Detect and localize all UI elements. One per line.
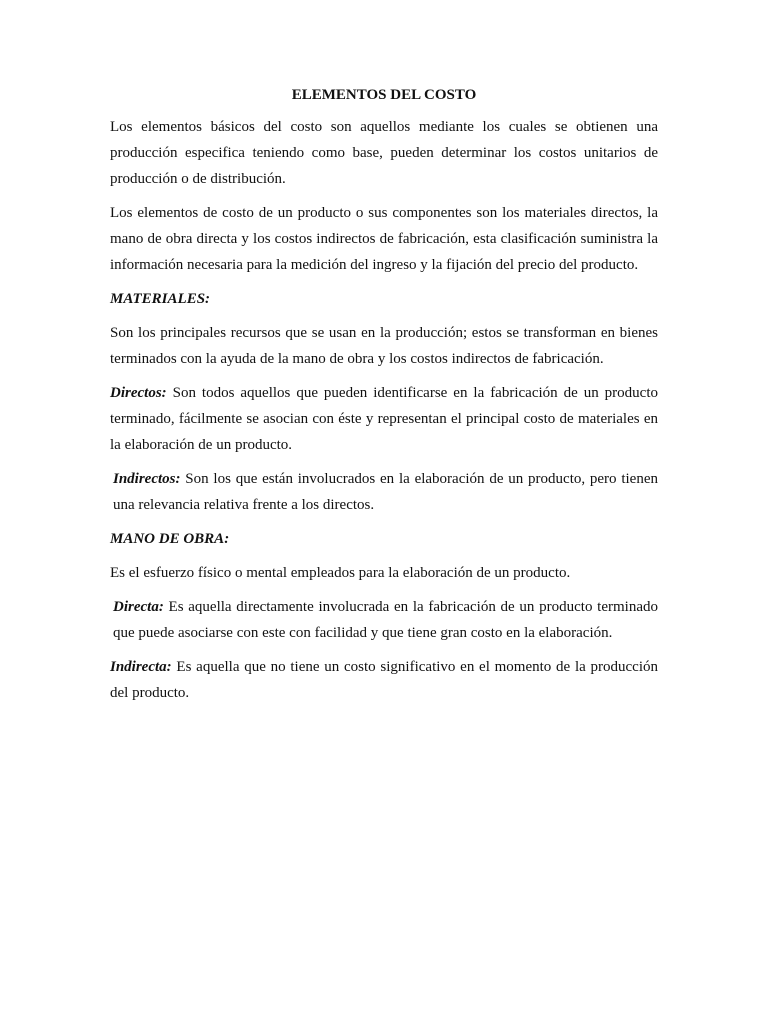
materiales-heading: MATERIALES: [110,291,211,307]
document-body [110,84,658,714]
mano-de-obra-indirecta-paragraph [110,654,658,706]
materiales-indirectos-paragraph [110,466,658,518]
mano-de-obra-directa-paragraph [110,594,658,646]
intro-paragraph-1: Los elementos básicos del costo son aquellos mediante los cuales se obtienen una producción especifica teniendo como base, pueden determinar los costos unitarios de producción o de distribución. [110,119,658,187]
directa-text: Es aquella directamente involucrada en la fabricación de un producto terminado que puede asociarse con este con facilidad y que tiene gran costo en la elaboración. [113,599,658,641]
materiales-directos-paragraph [110,380,658,458]
mano-de-obra-description: Es el esfuerzo físico o mental empleados para la elaboración de un producto. [110,565,571,581]
document-title: ELEMENTOS DEL COSTO [291,87,477,103]
directa-term: Directa: [113,599,164,615]
indirecta-text: Es aquella que no tiene un costo significativo en el momento de la producción del producto. [110,659,658,701]
directos-term: Directos: [110,385,167,401]
intro-paragraph-2: Los elementos de costo de un producto o sus componentes son los materiales directos, la mano de obra directa y los costos indirectos de fabricación, esta clasificación suministra la información necesaria para la medición del ingreso y la fijación del precio del producto. [110,205,658,273]
indirectos-text: Son los que están involucrados en la elaboración de un producto, pero tienen una relevancia relativa frente a los directos. [113,471,658,513]
indirecta-term: Indirecta: [110,659,172,675]
materiales-description: Son los principales recursos que se usan en la producción; estos se transforman en bienes terminados con la ayuda de la mano de obra y los costos indirectos de fabricación. [110,325,658,367]
indirectos-term: Indirectos: [113,471,181,487]
directos-text: Son todos aquellos que pueden identificarse en la fabricación de un producto terminado, fácilmente se asocian con éste y representan el principal costo de materiales en la elaboración de un producto. [110,385,658,453]
mano-de-obra-heading: MANO DE OBRA: [110,531,230,547]
